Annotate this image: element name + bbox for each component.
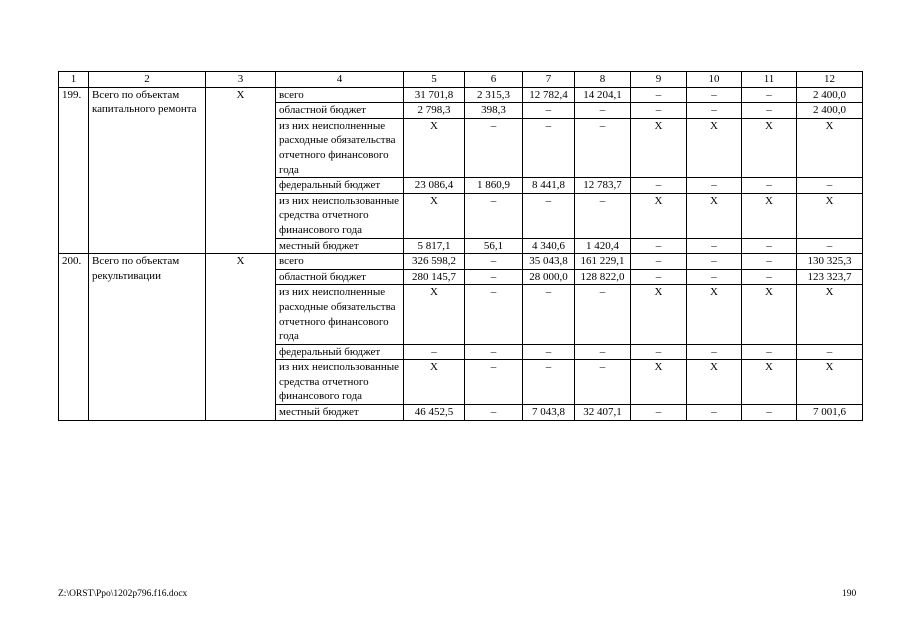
value-cell: –	[742, 344, 797, 360]
column-header: 4	[276, 72, 404, 88]
value-cell: 123 323,7	[797, 269, 863, 285]
row-number: 199.	[59, 87, 89, 254]
value-cell: 280 145,7	[404, 269, 465, 285]
column-header: 5	[404, 72, 465, 88]
value-cell: –	[742, 269, 797, 285]
value-cell: 398,3	[465, 103, 523, 119]
footer-file-path: Z:\ORST\Ppo\1202p796.f16.docx	[58, 589, 188, 599]
budget-source-label: из них неиспользованные средства отчетного финансового года	[276, 360, 404, 405]
object-name: Всего по объектам капитального ремонта	[89, 87, 206, 254]
value-cell: Х	[742, 193, 797, 238]
value-cell: 7 001,6	[797, 405, 863, 421]
value-cell: 2 798,3	[404, 103, 465, 119]
value-cell: –	[687, 103, 742, 119]
value-cell: –	[465, 254, 523, 270]
column-3-value: Х	[206, 87, 276, 254]
value-cell: –	[742, 405, 797, 421]
value-cell: 2 400,0	[797, 103, 863, 119]
value-cell: –	[523, 193, 575, 238]
value-cell: –	[797, 238, 863, 254]
value-cell: –	[523, 103, 575, 119]
value-cell: 12 783,7	[575, 178, 631, 194]
value-cell: –	[465, 344, 523, 360]
value-cell: 28 000,0	[523, 269, 575, 285]
value-cell: –	[523, 344, 575, 360]
column-header: 11	[742, 72, 797, 88]
value-cell: –	[631, 344, 687, 360]
column-header: 12	[797, 72, 863, 88]
value-cell: Х	[797, 285, 863, 344]
value-cell: –	[742, 178, 797, 194]
column-header: 9	[631, 72, 687, 88]
row-number: 200.	[59, 254, 89, 421]
value-cell: 1 420,4	[575, 238, 631, 254]
budget-source-label: из них неисполненные расходные обязательства отчетного финансового года	[276, 285, 404, 344]
value-cell: Х	[742, 285, 797, 344]
value-cell: Х	[404, 193, 465, 238]
value-cell: –	[631, 103, 687, 119]
value-cell: –	[687, 178, 742, 194]
value-cell: 8 441,8	[523, 178, 575, 194]
value-cell: 1 860,9	[465, 178, 523, 194]
value-cell: Х	[687, 193, 742, 238]
value-cell: –	[631, 405, 687, 421]
budget-source-label: местный бюджет	[276, 238, 404, 254]
budget-source-label: федеральный бюджет	[276, 178, 404, 194]
value-cell: –	[465, 269, 523, 285]
budget-source-label: из них неисполненные расходные обязательства отчетного финансового года	[276, 118, 404, 177]
value-cell: 326 598,2	[404, 254, 465, 270]
column-3-value: Х	[206, 254, 276, 421]
value-cell: –	[631, 87, 687, 103]
budget-source-label: областной бюджет	[276, 269, 404, 285]
value-cell: –	[465, 193, 523, 238]
budget-table	[58, 71, 863, 421]
value-cell: 5 817,1	[404, 238, 465, 254]
value-cell: –	[742, 238, 797, 254]
value-cell: Х	[742, 118, 797, 177]
value-cell: Х	[404, 285, 465, 344]
budget-source-label: областной бюджет	[276, 103, 404, 119]
value-cell: 56,1	[465, 238, 523, 254]
column-header: 10	[687, 72, 742, 88]
table-row	[59, 254, 863, 270]
value-cell: Х	[631, 360, 687, 405]
value-cell: –	[742, 103, 797, 119]
value-cell: –	[742, 87, 797, 103]
value-cell: –	[404, 344, 465, 360]
column-header: 1	[59, 72, 89, 88]
value-cell: –	[575, 118, 631, 177]
page-number: 190	[842, 589, 857, 599]
value-cell: –	[465, 405, 523, 421]
value-cell: –	[575, 360, 631, 405]
value-cell: 161 229,1	[575, 254, 631, 270]
value-cell: Х	[631, 193, 687, 238]
value-cell: –	[631, 269, 687, 285]
value-cell: Х	[631, 285, 687, 344]
value-cell: Х	[404, 118, 465, 177]
value-cell: 35 043,8	[523, 254, 575, 270]
value-cell: –	[687, 254, 742, 270]
table-row	[59, 87, 863, 103]
object-name: Всего по объектам рекультивации	[89, 254, 206, 421]
value-cell: –	[687, 269, 742, 285]
value-cell: Х	[631, 118, 687, 177]
value-cell: –	[797, 178, 863, 194]
budget-source-label: всего	[276, 87, 404, 103]
value-cell: 31 701,8	[404, 87, 465, 103]
value-cell: Х	[687, 360, 742, 405]
value-cell: 12 782,4	[523, 87, 575, 103]
value-cell: –	[687, 238, 742, 254]
value-cell: Х	[797, 118, 863, 177]
column-header: 3	[206, 72, 276, 88]
value-cell: –	[631, 254, 687, 270]
value-cell: 7 043,8	[523, 405, 575, 421]
value-cell: 14 204,1	[575, 87, 631, 103]
value-cell: 2 400,0	[797, 87, 863, 103]
value-cell: Х	[687, 118, 742, 177]
column-header: 7	[523, 72, 575, 88]
value-cell: –	[687, 405, 742, 421]
value-cell: Х	[687, 285, 742, 344]
value-cell: –	[523, 118, 575, 177]
value-cell: –	[465, 285, 523, 344]
value-cell: 2 315,3	[465, 87, 523, 103]
value-cell: Х	[404, 360, 465, 405]
value-cell: 130 325,3	[797, 254, 863, 270]
value-cell: –	[575, 103, 631, 119]
column-header: 2	[89, 72, 206, 88]
value-cell: Х	[742, 360, 797, 405]
value-cell: 128 822,0	[575, 269, 631, 285]
header-row	[59, 72, 863, 88]
value-cell: –	[575, 193, 631, 238]
value-cell: 46 452,5	[404, 405, 465, 421]
value-cell: –	[687, 344, 742, 360]
value-cell: –	[523, 360, 575, 405]
value-cell: 4 340,6	[523, 238, 575, 254]
value-cell: –	[742, 254, 797, 270]
value-cell: –	[465, 360, 523, 405]
value-cell: Х	[797, 360, 863, 405]
value-cell: –	[631, 178, 687, 194]
value-cell: 23 086,4	[404, 178, 465, 194]
value-cell: –	[465, 118, 523, 177]
value-cell: –	[797, 344, 863, 360]
value-cell: –	[575, 285, 631, 344]
budget-source-label: местный бюджет	[276, 405, 404, 421]
value-cell: –	[575, 344, 631, 360]
budget-source-label: всего	[276, 254, 404, 270]
value-cell: –	[687, 87, 742, 103]
value-cell: Х	[797, 193, 863, 238]
budget-source-label: из них неиспользованные средства отчетного финансового года	[276, 193, 404, 238]
budget-source-label: федеральный бюджет	[276, 344, 404, 360]
value-cell: 32 407,1	[575, 405, 631, 421]
column-header: 6	[465, 72, 523, 88]
column-header: 8	[575, 72, 631, 88]
value-cell: –	[631, 238, 687, 254]
value-cell: –	[523, 285, 575, 344]
